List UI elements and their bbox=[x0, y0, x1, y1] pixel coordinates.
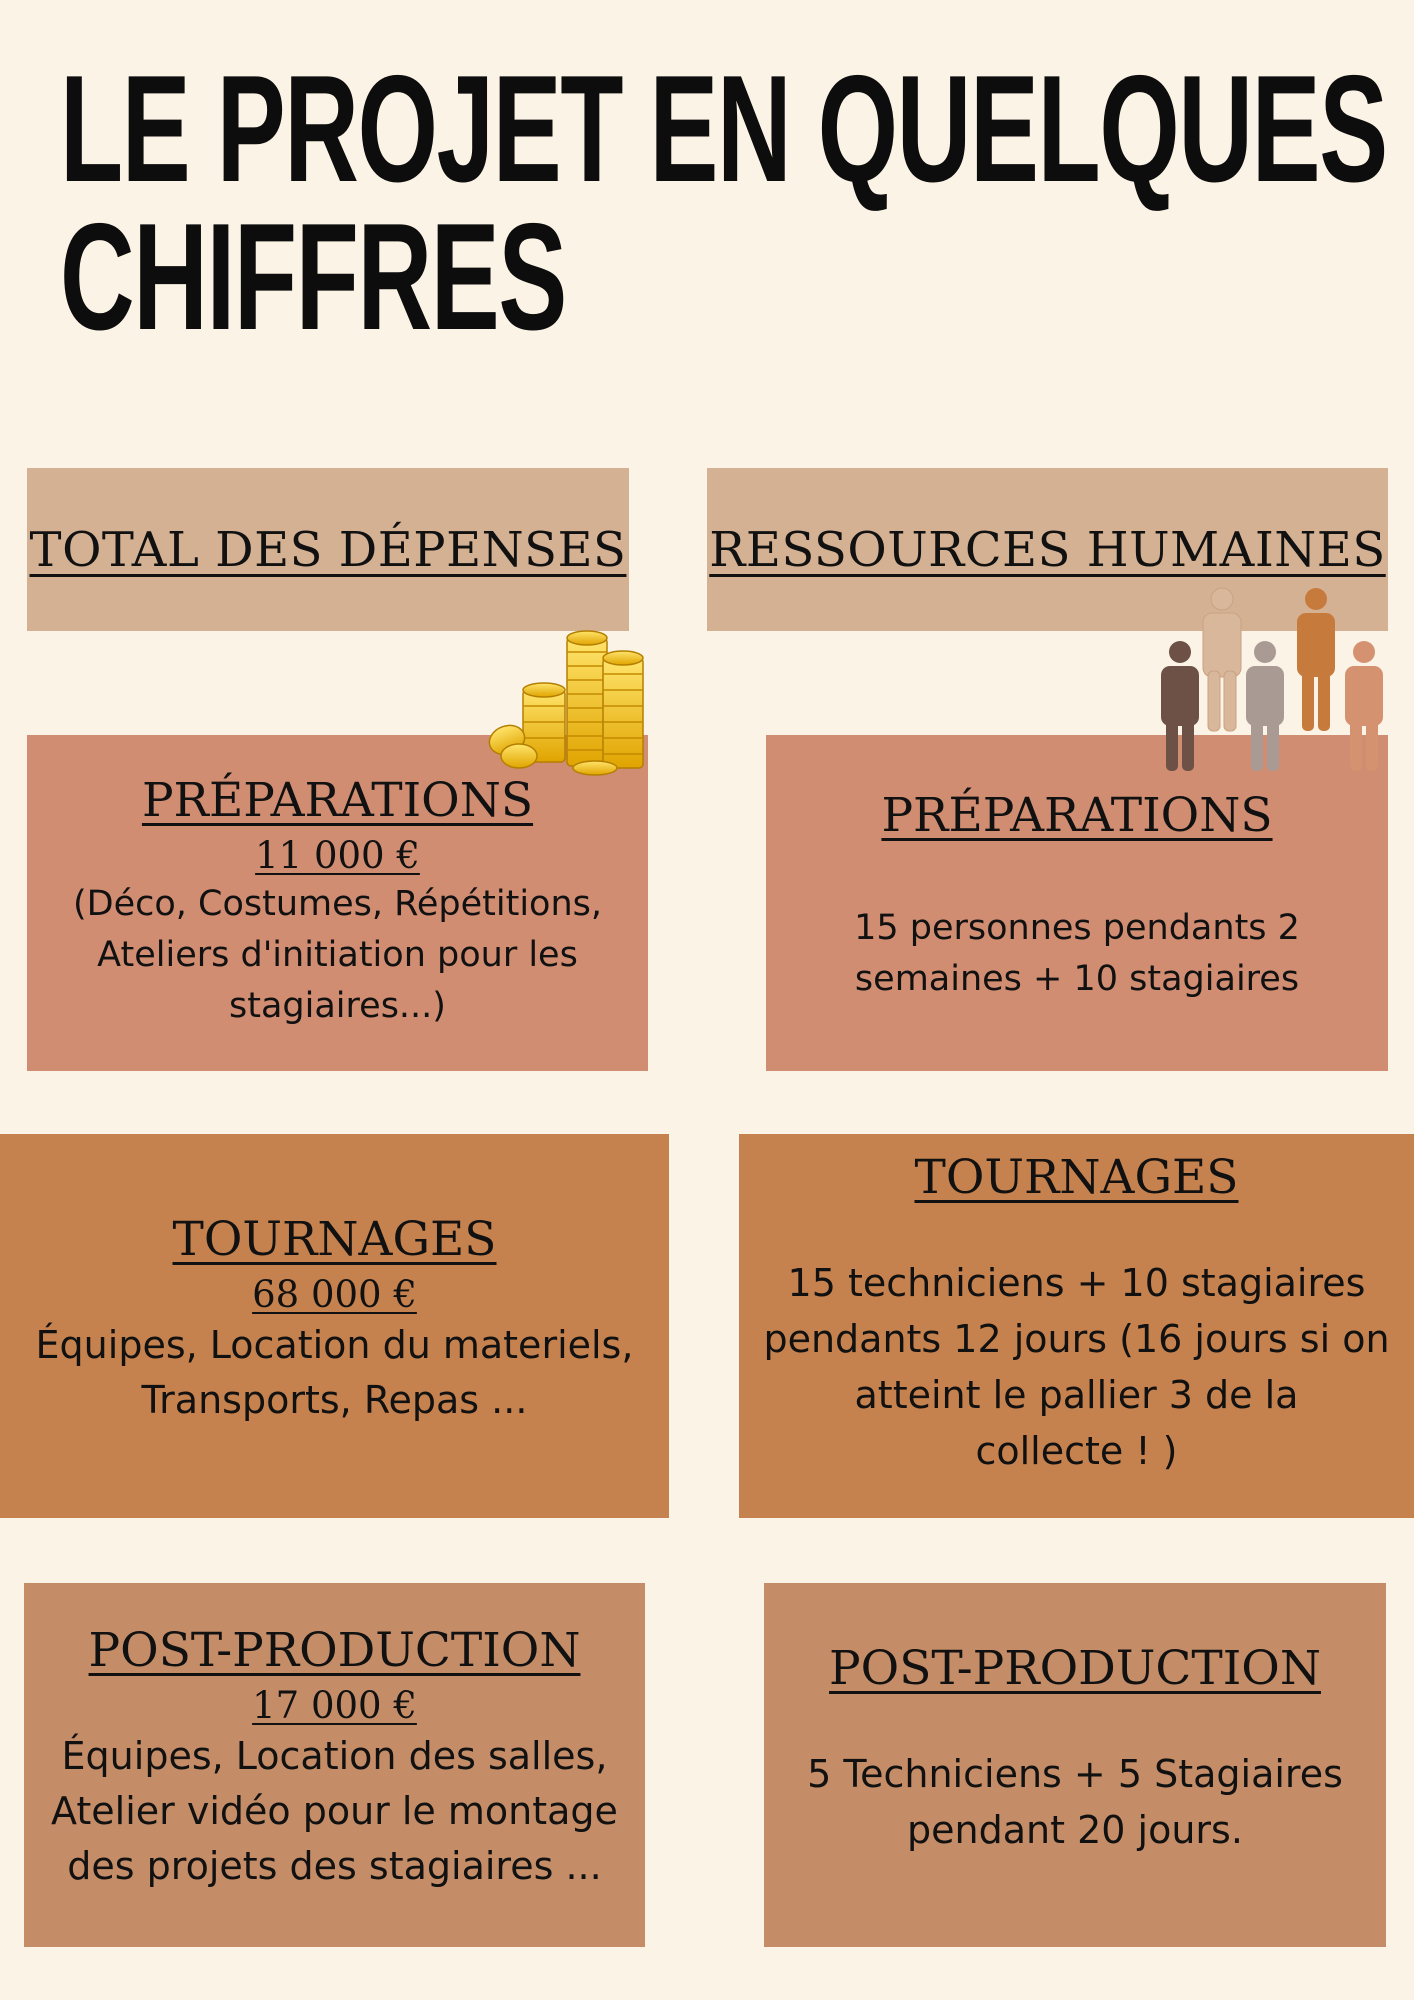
expenses-header bbox=[27, 468, 629, 631]
expense-amount: 11 000 € bbox=[255, 834, 420, 877]
expense-card-preparations bbox=[27, 735, 648, 1071]
resource-heading: POST-PRODUCTION bbox=[829, 1641, 1321, 1696]
page-title-line-1: LE PROJET EN QUELQUES bbox=[60, 44, 1387, 214]
expense-description: Équipes, Location des salles, Atelier vidéo pour le montage des projets des stagiaires ... bbox=[51, 1734, 618, 1888]
resource-card-preparations bbox=[766, 735, 1388, 1071]
resource-description: 15 techniciens + 10 stagiaires pendants 12 jours (16 jours si on atteint le pallier 3 de la collecte ! ) bbox=[763, 1261, 1390, 1473]
page-title-line-2: CHIFFRES bbox=[60, 192, 566, 362]
resource-heading: PRÉPARATIONS bbox=[881, 788, 1273, 843]
expense-card-tournages bbox=[0, 1134, 669, 1518]
expense-card-post-production bbox=[24, 1583, 645, 1947]
resource-description: 15 personnes pendants 2 semaines + 10 stagiaires bbox=[854, 908, 1300, 999]
resource-heading: TOURNAGES bbox=[914, 1150, 1239, 1205]
page-title bbox=[60, 44, 1387, 362]
resource-card-tournages bbox=[739, 1134, 1414, 1518]
expense-heading: PRÉPARATIONS bbox=[141, 773, 534, 828]
gold-coins-icon bbox=[485, 628, 650, 776]
resource-description: 5 Techniciens + 5 Stagiaires pendant 20 jours. bbox=[807, 1752, 1343, 1852]
expense-heading: POST-PRODUCTION bbox=[88, 1623, 581, 1678]
people-group-icon bbox=[1150, 585, 1395, 773]
expense-description: Équipes, Location du materiels, Transports, Repas ... bbox=[35, 1323, 634, 1422]
resources-header-label: RESSOURCES HUMAINES bbox=[709, 521, 1386, 578]
expenses-header-label: TOTAL DES DÉPENSES bbox=[29, 521, 627, 578]
expense-heading: TOURNAGES bbox=[172, 1212, 497, 1267]
expense-description: (Déco, Costumes, Répétitions, Ateliers d'initiation pour les stagiaires...) bbox=[72, 884, 603, 1026]
expense-amount: 68 000 € bbox=[252, 1273, 417, 1316]
expense-amount: 17 000 € bbox=[252, 1684, 417, 1727]
resource-card-post-production bbox=[764, 1583, 1386, 1947]
